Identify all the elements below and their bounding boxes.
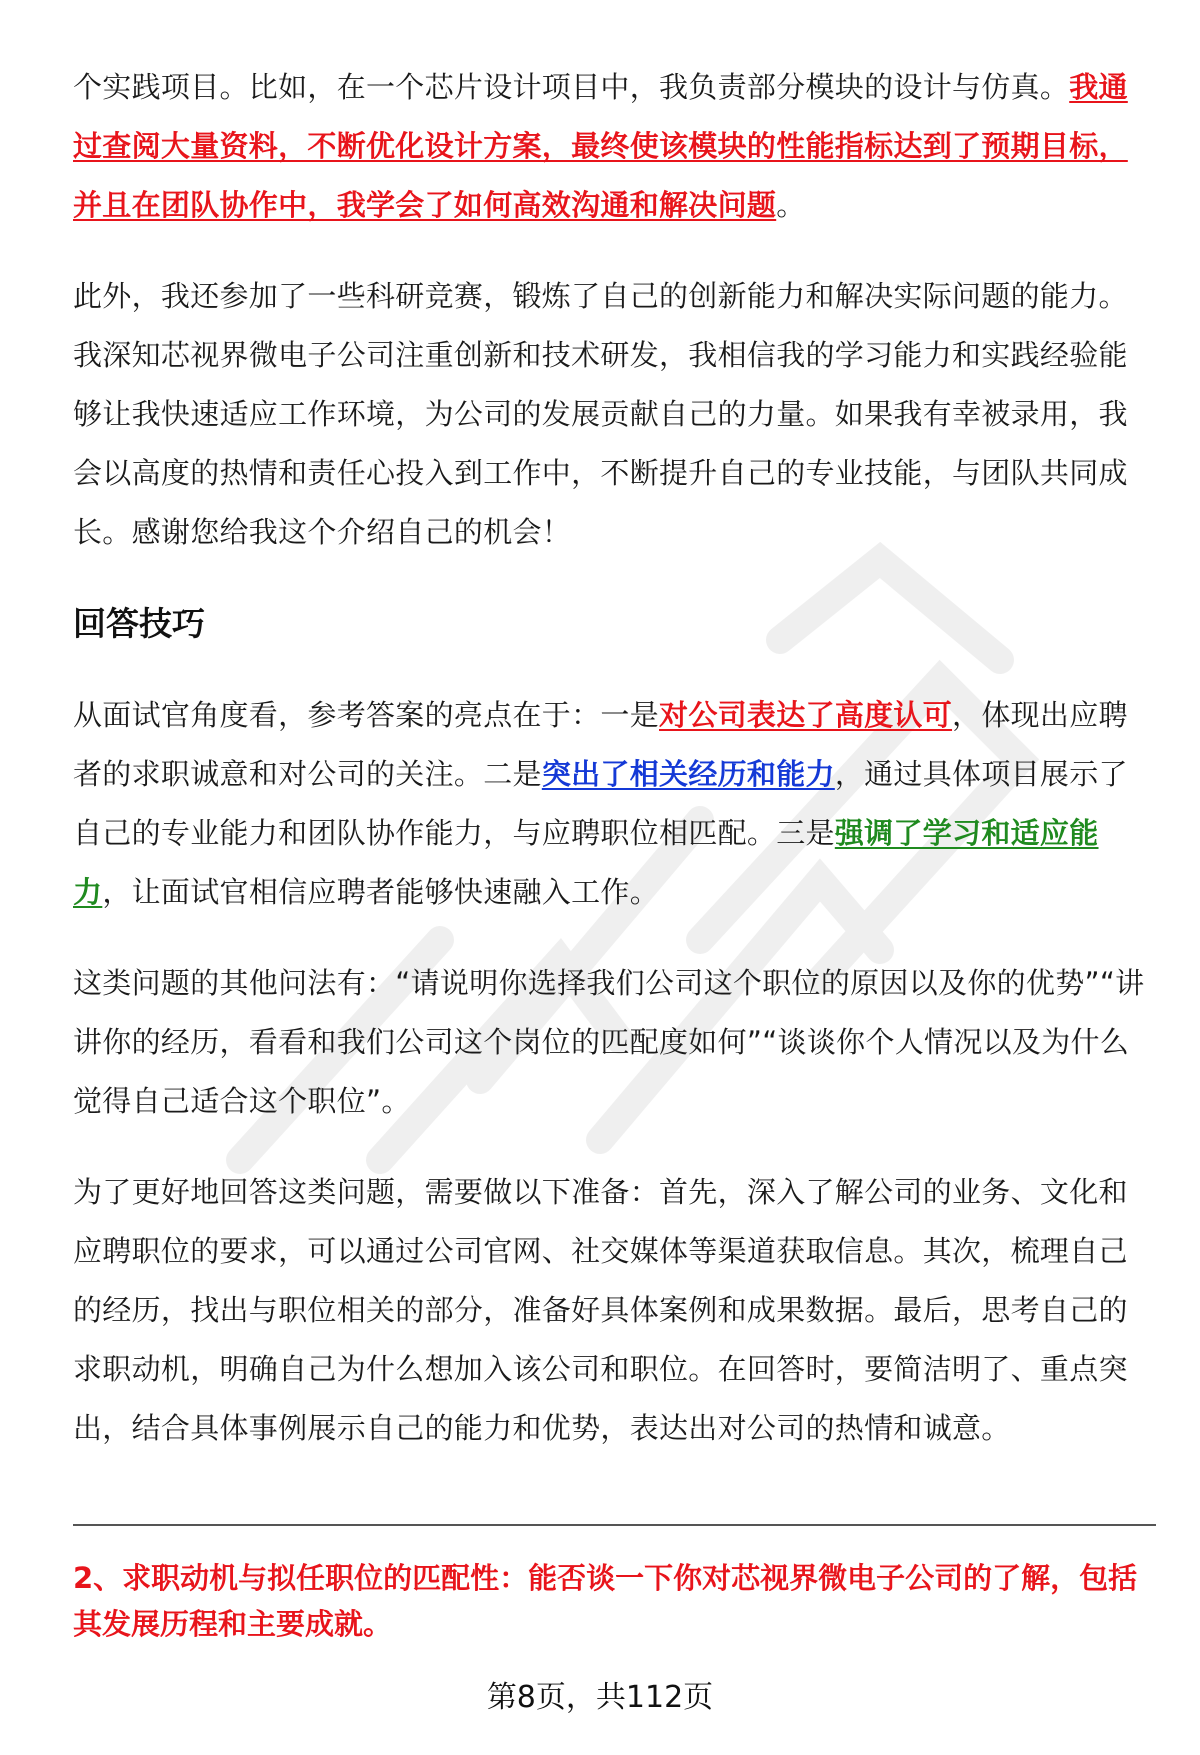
next-question: 2、求职动机与拟任职位的匹配性：能否谈一下你对芯视界微电子公司的了解，包括其发展历程和主要成就。 bbox=[73, 1561, 1138, 1641]
text-before: 个实践项目。比如，在一个芯片设计项目中，我负责部分模块的设计与仿真。 bbox=[73, 70, 1070, 104]
section-divider bbox=[73, 1524, 1156, 1526]
highlight-red: 我通过查阅大量资料，不断优化设计方案，最终使该模块的性能指标达到了预期目标，并且在团队协作中，我学会了如何高效沟通和解决问题 bbox=[73, 70, 1128, 222]
tip-text-b: ，体现出应聘者的求职诚意和对公司的关注。二是 bbox=[73, 698, 1128, 791]
tip-text-a: 从面试官角度看，参考答案的亮点在于：一是 bbox=[73, 698, 660, 732]
page-footer: 第8页，共112页 bbox=[486, 1680, 714, 1715]
highlight-blue: 突出了相关经历和能力 bbox=[541, 757, 835, 791]
main-content bbox=[73, 58, 1150, 1458]
paragraph-alternative-questions: 这类问题的其他问法有：“请说明你选择我们公司这个职位的原因以及你的优势”“讲讲你的经历，看看和我们公司这个岗位的匹配度如何”“谈谈你个人情况以及为什么觉得自己适合这个职位”。 bbox=[73, 966, 1145, 1118]
text-after: 。 bbox=[776, 188, 806, 222]
paragraph-competitions: 此外，我还参加了一些科研竞赛，锻炼了自己的创新能力和解决实际问题的能力。我深知芯视界微电子公司注重创新和技术研发，我相信我的学习能力和实践经验能够让我快速适应工作环境，为公司的发展贡献自己的力量。如果我有幸被录用，我会以高度的热情和责任心投入到工作中，不断提升自己的专业技能，与团队共同成长。感谢您给我这个介绍自己的机会！ bbox=[73, 279, 1128, 549]
paragraph-project-experience bbox=[73, 58, 1150, 235]
highlight-red: 对公司表达了高度认可 bbox=[659, 698, 953, 732]
tip-text-d: ，让面试官相信应聘者能够快速融入工作。 bbox=[102, 875, 660, 909]
paragraph-preparation: 为了更好地回答这类问题，需要做以下准备：首先，深入了解公司的业务、文化和应聘职位的要求，可以通过公司官网、社交媒体等渠道获取信息。其次，梳理自己的经历，找出与职位相关的部分，准备好具体案例和成果数据。最后，思考自己的求职动机，明确自己为什么想加入该公司和职位。在回答时，要简洁明了、重点突出，结合具体事例展示自己的能力和优势，表达出对公司的热情和诚意。 bbox=[73, 1175, 1128, 1445]
paragraph-highlights bbox=[73, 686, 1150, 922]
highlight-green: 强调了学习和适应能力 bbox=[73, 816, 1099, 909]
tip-text-c: ，通过具体项目展示了自己的专业能力和团队协作能力，与应聘职位相匹配。三是 bbox=[73, 757, 1128, 850]
section-heading: 回答技巧 bbox=[73, 604, 205, 643]
